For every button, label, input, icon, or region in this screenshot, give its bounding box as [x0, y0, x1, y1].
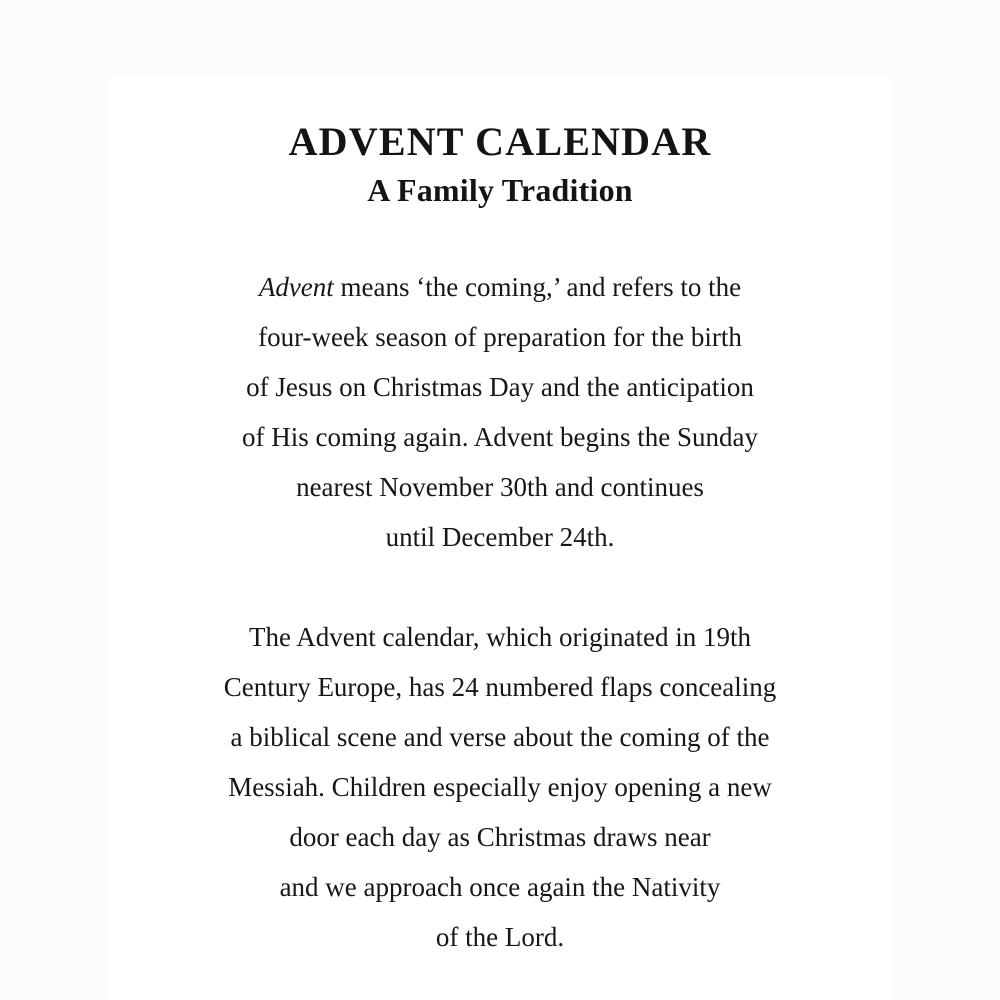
paragraph-2: [136, 612, 864, 962]
paragraph-1: [136, 262, 864, 562]
emphasized-word-advent: Advent: [258, 272, 334, 302]
printed-card: [110, 76, 890, 1000]
card-content: [110, 76, 890, 962]
paragraph-1-line-3: of Jesus on Christmas Day and the anticipation: [246, 372, 754, 402]
paragraph-1-line-1: [136, 262, 864, 312]
paragraph-2-line-4: Messiah. Children especially enjoy opening a new: [228, 772, 772, 802]
paragraph-2-line-6: and we approach once again the Nativity: [279, 872, 721, 902]
paragraph-1-line-5: nearest November 30th and continues: [296, 472, 704, 502]
paragraph-2-line-3: a biblical scene and verse about the coming of the: [230, 722, 770, 752]
paragraph-2-line-7: of the Lord.: [435, 922, 565, 952]
paragraph-2-line-2: Century Europe, has 24 numbered flaps concealing: [223, 672, 777, 702]
paragraph-2-line-5: door each day as Christmas draws near: [289, 822, 711, 852]
page-title: ADVENT CALENDAR: [288, 119, 712, 164]
body-text-block: [110, 206, 890, 962]
page-subtitle: A Family Tradition: [367, 172, 633, 208]
paragraph-1-line-1-text: means ‘the coming,’ and refers to the: [333, 272, 742, 302]
paragraph-1-line-2: four-week season of preparation for the birth: [258, 322, 742, 352]
paragraph-1-line-6: until December 24th.: [385, 522, 615, 552]
paragraph-1-line-4: of His coming again. Advent begins the Sunday: [242, 422, 758, 452]
paragraph-2-line-1: The Advent calendar, which originated in 19th: [248, 622, 752, 652]
heading-block: [110, 76, 890, 206]
